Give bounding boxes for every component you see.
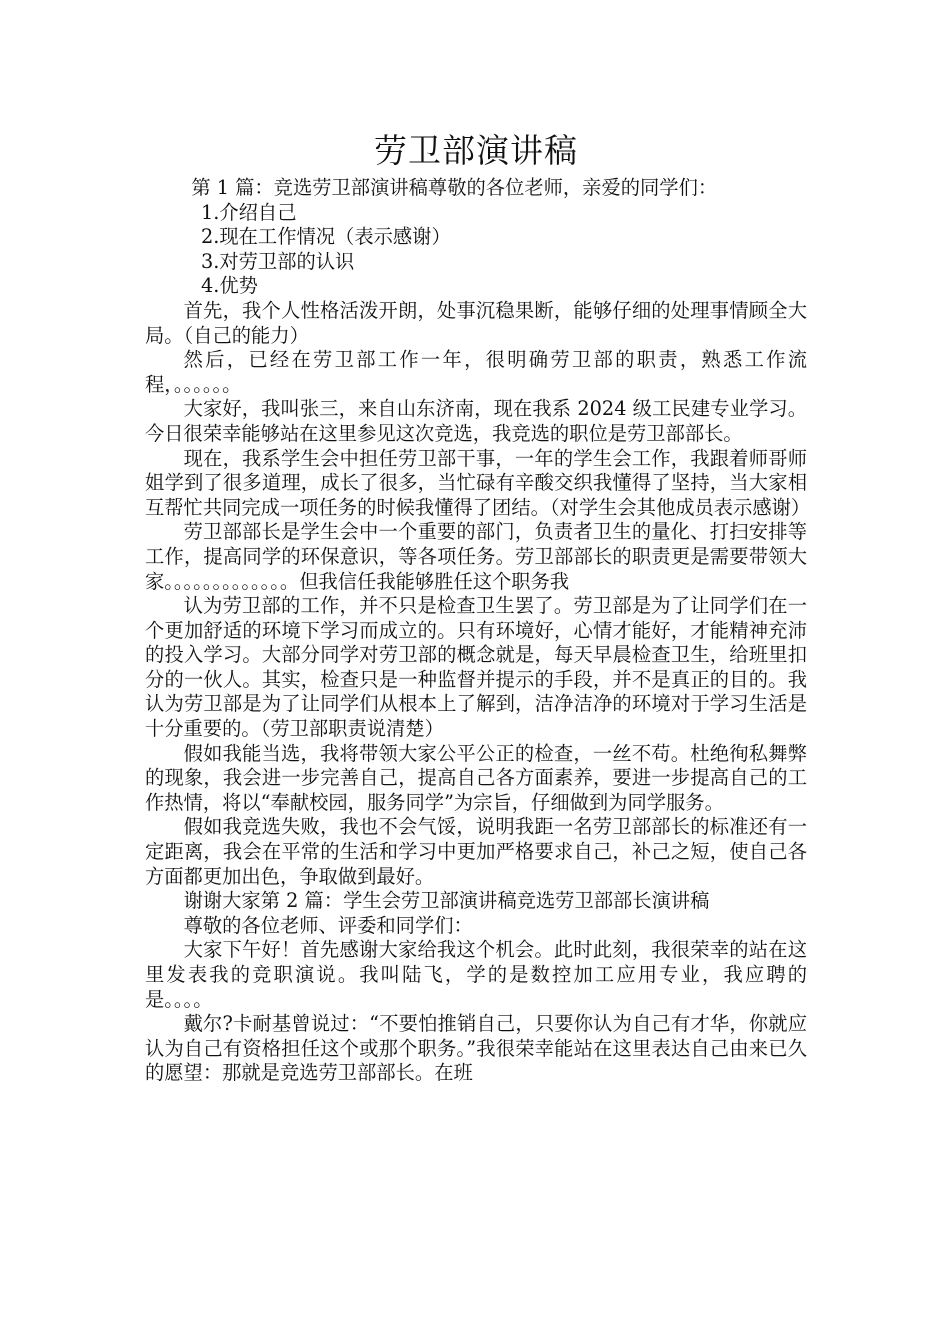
document-page bbox=[145, 128, 811, 1086]
paragraph: 现在，我系学生会中担任劳卫部干事，一年的学生会工作，我跟着师哥师姐学到了很多道理，成长了很多，当忙碌有辛酸交织我懂得了坚持，当大家相互帮忙共同完成一项任务的时候我懂得了团结。（对学生会其他成员表示感谢） bbox=[145, 446, 811, 519]
list-item: 4.优势 bbox=[200, 274, 258, 298]
paragraph: 大家下午好！首先感谢大家给我这个机会。此时此刻，我很荣幸的站在这里发表我的竞职演说。我叫陆飞，学的是数控加工应用专业，我应聘的是。。。。 bbox=[145, 938, 807, 1011]
paragraph: 劳卫部部长是学生会中一个重要的部门，负责者卫生的量化、打扫安排等工作，提高同学的环保意识，等各项任务。劳卫部部长的职责更是需要带领大家。。。。。。。。。。。。。但我信任我能够胜任这个职务我 bbox=[145, 520, 807, 593]
list-item: 1.介绍自己 bbox=[200, 200, 297, 224]
paragraph: 假如我能当选，我将带领大家公平公正的检查，一丝不苟。杜绝徇私舞弊的现象，我会进一步完善自己，提高自己各方面素养，要进一步提高自己的工作热情，将以“奉献校园，服务同学”为宗旨，仔细做到为同学服务。 bbox=[145, 741, 807, 814]
paragraph: 戴尔?卡耐基曾说过：“不要怕推销自己，只要你认为自己有才华，你就应认为自己有资格担任这个或那个职务。”我很荣幸能站在这里表达自己由来已久的愿望：那就是竞选劳卫部部长。在班 bbox=[145, 1012, 807, 1085]
paragraph: 尊敬的各位老师、评委和同学们： bbox=[183, 913, 473, 937]
paragraph: 大家好，我叫张三，来自山东济南，现在我系 2024 级工民建专业学习。今日很荣幸能够站在这里参见这次竞选，我竞选的职位是劳卫部部长。 bbox=[145, 397, 807, 445]
paragraph: 首先，我个人性格活泼开朗，处事沉稳果断，能够仔细的处理事情顾全大局。（自己的能力） bbox=[145, 298, 807, 347]
paragraph: 假如我竞选失败，我也不会气馁，说明我距一名劳卫部部长的标准还有一定距离，我会在平常的生活和学习中更加严格要求自己，补己之短，使自己各方面都更加出色，争取做到最好。 bbox=[145, 815, 807, 888]
paragraph: 认为劳卫部的工作，并不只是检查卫生罢了。劳卫部是为了让同学们在一个更加舒适的环境下学习而成立的。只有环境好，心情才能好，才能精神充沛的投入学习。大部分同学对劳卫部的概念就是，每天早晨检查卫生，给班里扣分的一伙人。其实，检查只是一种监督并提示的手段，并不是真正的目的。我认为劳卫部是为了让同学们从根本上了解到，洁净洁净的环境对于学习生活是十分重要的。（劳卫部职责说清楚） bbox=[145, 594, 807, 741]
document-title: 劳卫部演讲稿 bbox=[374, 131, 578, 170]
list-item: 2.现在工作情况（表示感谢） bbox=[200, 225, 451, 249]
paragraph: 谢谢大家第 2 篇：学生会劳卫部演讲稿竞选劳卫部部长演讲稿 bbox=[183, 889, 710, 913]
list-item: 3.对劳卫部的认识 bbox=[200, 249, 355, 273]
paragraph: 然后，已经在劳卫部工作一年，很明确劳卫部的职责，熟悉工作流程，。。。。。。 bbox=[145, 348, 807, 396]
paragraph: 第 1 篇：竞选劳卫部演讲稿尊敬的各位老师，亲爱的同学们： bbox=[191, 176, 718, 199]
